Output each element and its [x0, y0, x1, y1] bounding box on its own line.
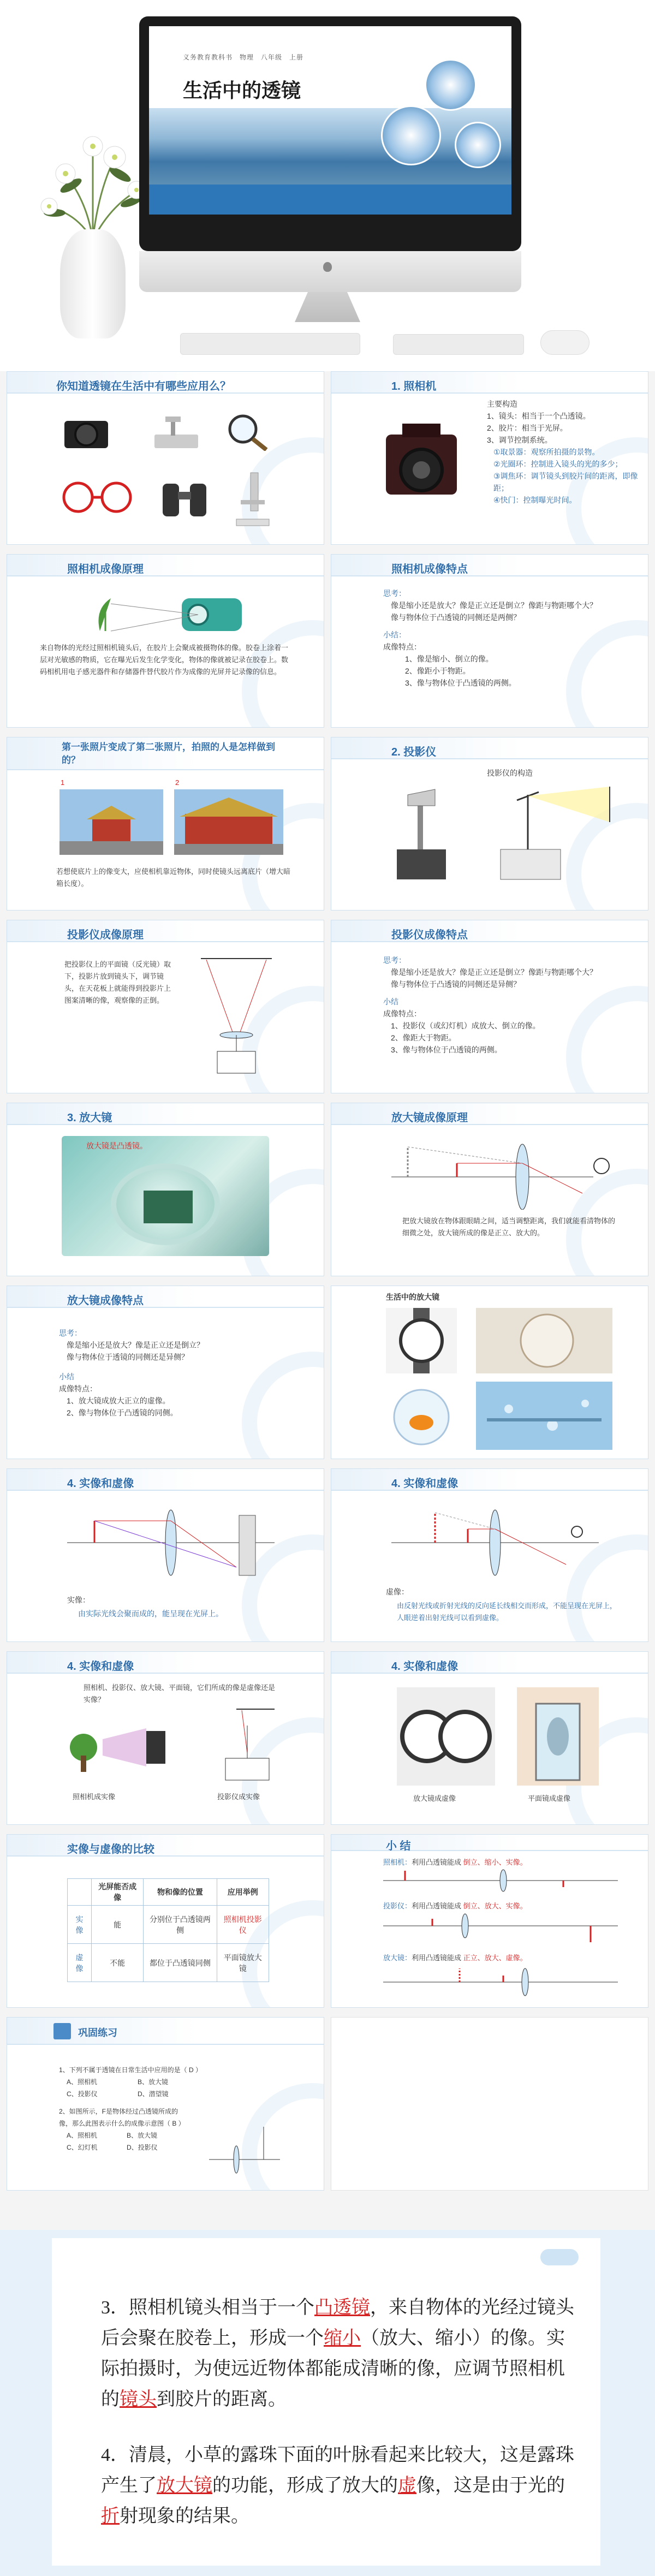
slide-real-virtual-question: 4. 实像和虚像 照相机、投影仪、放大镜、平面镜，它们所成的像是虚像还是实像？ 照相机成实像 投影仪成实像 [7, 1651, 324, 1825]
question-text: 照相机、投影仪、放大镜、平面镜，它们所成的像是虚像还是实像？ [84, 1683, 276, 1704]
slide-title: 放大镜成像特点 [67, 1295, 144, 1307]
slide-two-photos: 第一张照片变成了第二张照片，拍照的人是怎样做到的？ 1 2 若想使底片上的像变大，应使相机靠近物体，同时使镜头远离底片（增大暗箱长度）。 [7, 737, 324, 911]
water-drops-photo [476, 1382, 612, 1450]
camera-structure-image [380, 418, 462, 516]
slide-title: 实像与虚像的比较 [67, 1843, 154, 1855]
slide-title: 巩固练习 [78, 2027, 117, 2038]
exercise-question-4: 4．清晨，小草的露珠下面的叶脉看起来比较大，这是露珠产生了放大镜的功能，形成了放大的虚像，这是由于光的折射现象的结果。 [101, 2445, 574, 2526]
magnified-text-photo [476, 1308, 612, 1373]
two-photos-text: 若想使底片上的像变大，应使相机靠近物体，同时使镜头远离底片（增大暗箱长度）。 [56, 867, 291, 888]
keyboard [180, 333, 360, 355]
projector-caption: 投影仪的构造 [487, 769, 533, 777]
slide-projector [331, 737, 648, 911]
summary-camera: 照相机：利用凸透镜能成 倒立、缩小、实像。 [383, 1858, 527, 1866]
slide-title: 照相机成像特点 [391, 563, 468, 575]
slide-title: 放大镜成像原理 [391, 1112, 468, 1124]
magnifier-features-text: 思考： 像是缩小还是放大？像是正立还是倒立？ 像与物体位于透镜的同侧还是异侧？ 小结 成像特点： 1、放大镜成放大正立的虚像。 2、像与物体位于凸透镜的同侧。 [59, 1329, 204, 1417]
monitor-chin [139, 251, 521, 292]
table-header-row: 光屏能否成像 物和像的位置 应用举例 [68, 1879, 269, 1906]
slide-title: 2. 投影仪 [391, 746, 437, 758]
projector-principle-diagram [195, 953, 277, 1079]
projector-image [152, 415, 201, 451]
camera-parts-list: 主要构造 1、镜头：相当于一个凸透镜。 2、胶片：相当于光屏。 3、调节控制系统。 ①取景器：观察所拍摄的景物。 ②光圈环：控制进入镜头的光的多少； ③调焦环：调节镜头到胶片间的距离，即像距； ④快门：控制曝光时间。 [487, 400, 638, 504]
magnifier-virtual-photo [397, 1687, 495, 1786]
slide-title: 第一张照片变成了第二张照片，拍照的人是怎样做到的？ [62, 742, 275, 765]
binoculars-image [157, 473, 212, 522]
monitor [139, 16, 521, 251]
slide-camera-features [331, 554, 648, 728]
slide-title: 小 结 [386, 1840, 411, 1852]
camera-principle-text: 来自物体的光经过照相机镜头后，在胶片上会聚成被摄物体的像。胶卷上涂着一层对光敏感的物质，它在曝光后发生化学变化，物体的像就被记录在胶卷上。数码相机用电子感光器件和存储器件替代胶片作为成像的光屏并记录像的信息。 [40, 644, 289, 676]
photo-circle [425, 59, 477, 111]
slide-title: 投影仪成像特点 [391, 929, 468, 941]
slide-virtual-image: 4. 实像和虚像 虚像： 由反射光线或折射光线的反向延长线相交而形成，不能呈现在光屏上，人眼逆着出射光线可以看到虚像。 [331, 1468, 648, 1642]
slide-lens-applications [7, 371, 324, 545]
mirror-virtual-photo [517, 1687, 599, 1786]
cover-subtitle: 义务教育教科书 物理 八年级 上册 [183, 53, 304, 61]
exercise-panel [52, 2238, 600, 2566]
cover-bottom-bar [149, 185, 511, 215]
summary-projector: 投影仪：利用凸透镜能成 倒立、放大、实像。 [383, 1902, 527, 1910]
slide-summary [331, 1834, 648, 2008]
virtual-image-ray-diagram [386, 1499, 604, 1581]
monitor-stand [295, 292, 360, 322]
keypad [393, 334, 524, 355]
clip-icon [540, 2249, 579, 2265]
slide-real-image: 4. 实像和虚像 实像： 由实际光线会聚而成的，能呈现在光屏上。 [7, 1468, 324, 1642]
tiananmen-photo-2 [174, 789, 283, 855]
fishbowl-photo [386, 1382, 457, 1450]
camera-real-image-diagram [64, 1717, 168, 1777]
slide-title: 4. 实像和虚像 [67, 1478, 134, 1490]
slide-projector-principle [7, 920, 324, 1093]
projector-principle-text: 把投影仪上的平面镜（反光镜）取下，投影片放到镜头下，调节镜头，在天花板上就能得到投影片上图案清晰的像，观察像的正倒。 [64, 960, 171, 1004]
projector-summary-diagram [383, 1912, 618, 1945]
slide-camera-principle [7, 554, 324, 728]
slide-magnifier-principle [331, 1103, 648, 1276]
exercise-section [0, 2230, 655, 2576]
table-row: 实像 能 分别位于凸透镜两侧 照相机投影仪 [68, 1906, 269, 1944]
slide-title: 1. 照相机 [391, 380, 437, 392]
slide-title: 4. 实像和虚像 [391, 1661, 458, 1673]
projector-real-image-diagram [204, 1704, 280, 1786]
apple-logo-icon [323, 262, 332, 272]
slide-title: 生活中的放大镜 [386, 1293, 439, 1301]
camera-principle-diagram [89, 587, 253, 636]
notebook-icon [53, 2023, 71, 2039]
hero-banner [0, 0, 655, 371]
slide-magnifier-features [7, 1286, 324, 1459]
vase [60, 229, 126, 338]
projector-features-text: 思考： 像是缩小还是放大？像是正立还是倒立？像距与物距哪个大？ 像与物体位于凸透镜的同侧还是异侧？ 小结 成像特点： 1、投影仪（或幻灯机）成放大、倒立的像。 2、像距大于物距。 3、像与物体位于凸透镜的两侧。 [383, 956, 597, 1054]
magnifier-image [225, 413, 269, 451]
camera-features-text: 思考： 像是缩小还是放大？像是正立还是倒立？像距与物距哪个大？ 像与物体位于凸透镜的同侧还是两侧？ 小结： 成像特点： 1、像是缩小、倒立的像。 2、像距小于物距。 3、像与物体位于凸透镜的两侧。 [383, 589, 597, 687]
magnifier-ray-diagram [386, 1133, 615, 1210]
slide-title: 3. 放大镜 [67, 1112, 112, 1124]
cover-title: 生活中的透镜 [183, 79, 301, 102]
practice-questions: 1、下列不属于透镜在日常生活中应用的是（ D ） A、照相机 B、放大镜 C、投影仪 D、潜望镜 2、如图所示，F是物体经过凸透镜所成的像，那么此图表示什么的成像示意图（ B ） A、照相机 B、放大镜 C、幻灯机 D、投影仪 [59, 2066, 203, 2151]
virtual-image-text: 由反射光线或折射光线的反向延长线相交而形成，不能呈现在光屏上，人眼逆着出射光线可以看到虚像。 [397, 1602, 617, 1622]
photo-circle [381, 105, 441, 165]
photo-circle [455, 122, 501, 168]
camera-image [62, 413, 111, 451]
slide-comparison [7, 1834, 324, 2008]
slide-title: 4. 实像和虚像 [67, 1661, 134, 1673]
mouse [540, 330, 590, 355]
slide-title: 照相机成像原理 [67, 563, 144, 575]
practice-lens-diagram [209, 2116, 280, 2176]
slide-virtual-examples: 4. 实像和虚像 放大镜成虚像 平面镜成虚像 [331, 1651, 648, 1825]
projector-structure-diagram [484, 784, 615, 888]
summary-magnifier: 放大镜：利用凸透镜能成 正立、放大、虚像。 [383, 1954, 527, 1962]
slide-blank [331, 2017, 648, 2191]
table-row: 虚像 不能 都位于凸透镜同侧 平面镜放大镜 [68, 1944, 269, 1982]
slide-magnifiers-in-life [331, 1286, 648, 1459]
tiananmen-photo-1 [59, 789, 163, 855]
real-image-text: 由实际光线会聚而成的，能呈现在光屏上。 [78, 1609, 223, 1618]
real-image-ray-diagram [62, 1499, 280, 1586]
magnifier-principle-text: 把放大镜放在物体跟眼睛之间，适当调整距离，我们就能看清物体的细微之处，放大镜所成的像是正立、放大的。 [402, 1217, 616, 1237]
magnifier-photo: 放大镜是凸透镜。 [62, 1136, 269, 1256]
cover-slide [149, 26, 511, 215]
slide-title: 你知道透镜在生活中有哪些应用么？ [56, 380, 231, 392]
slide-title: 4. 实像和虚像 [391, 1478, 458, 1490]
flower-plant-illustration [33, 126, 153, 246]
slide-magnifier [7, 1103, 324, 1276]
slide-camera [331, 371, 648, 545]
slide-title: 投影仪成像原理 [67, 929, 144, 941]
magnifier-summary-diagram [383, 1966, 618, 1998]
camera-summary-diagram [383, 1869, 618, 1893]
microscope-image [231, 467, 275, 527]
glasses-image [56, 478, 138, 516]
slide-practice [7, 2017, 324, 2191]
projector-photo [391, 784, 451, 888]
watch-photo [386, 1308, 457, 1373]
exercise-question-3: 3．照相机镜头相当于一个凸透镜，来自物体的光经过镜头后会聚在胶卷上，形成一个缩小（放大、缩小）的像。实际拍摄时，为使远近物体都能成清晰的像，应调节照相机的镜头到胶片的距离。 [101, 2298, 574, 2410]
comparison-table [67, 1878, 269, 1982]
slide-projector-features [331, 920, 648, 1093]
